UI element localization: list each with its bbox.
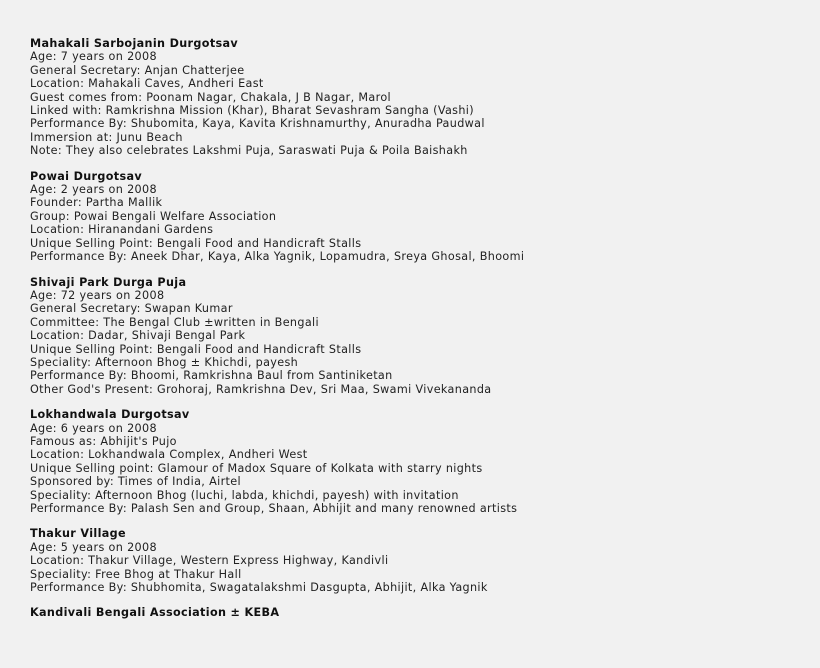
detail-line: Founder: Partha Mallik bbox=[30, 196, 163, 210]
detail-line: Performance By: Bhoomi, Ramkrishna Baul from Santiniketan bbox=[30, 369, 393, 383]
section-title: Powai Durgotsav bbox=[30, 169, 143, 183]
detail-line: Linked with: Ramkrishna Mission (Khar), Bharat Sevashram Sangha (Vashi) bbox=[30, 104, 474, 118]
detail-line: Other God's Present: Grohoraj, Ramkrishna Dev, Sri Maa, Swami Vivekananda bbox=[30, 382, 492, 396]
section-mahakali bbox=[30, 37, 810, 158]
detail-line: Performance By: Shubomita, Kaya, Kavita Krishnamurthy, Anuradha Paudwal bbox=[30, 117, 485, 131]
detail-line: Unique Selling point: Glamour of Madox Square of Kolkata with starry nights bbox=[30, 461, 483, 475]
detail-line: Location: Mahakali Caves, Andheri East bbox=[30, 77, 264, 91]
section-kandivali bbox=[30, 606, 810, 619]
section-title: Kandivali Bengali Association ± KEBA bbox=[30, 606, 280, 620]
detail-line: Committee: The Bengal Club ±written in Bengali bbox=[30, 315, 319, 329]
detail-line: Location: Lokhandwala Complex, Andheri West bbox=[30, 448, 308, 462]
document-body bbox=[30, 37, 810, 632]
section-title: Thakur Village bbox=[30, 527, 126, 541]
detail-line: Unique Selling Point: Bengali Food and Handicraft Stalls bbox=[30, 236, 362, 250]
section-title: Mahakali Sarbojanin Durgotsav bbox=[30, 37, 239, 50]
section-lokhandwala bbox=[30, 408, 810, 515]
detail-line: Location: Dadar, Shivaji Bengal Park bbox=[30, 329, 246, 343]
detail-line: General Secretary: Swapan Kumar bbox=[30, 302, 233, 316]
detail-line: Age: 5 years on 2008 bbox=[30, 540, 157, 554]
section-powai bbox=[30, 170, 810, 264]
detail-line: Sponsored by: Times of India, Airtel bbox=[30, 475, 241, 489]
detail-line: Age: 72 years on 2008 bbox=[30, 288, 165, 302]
detail-line: Speciality: Free Bhog at Thakur Hall bbox=[30, 567, 242, 581]
detail-line: Age: 6 years on 2008 bbox=[30, 421, 157, 435]
detail-line: Group: Powai Bengali Welfare Association bbox=[30, 209, 277, 223]
detail-line: Location: Hiranandani Gardens bbox=[30, 223, 214, 237]
section-title: Lokhandwala Durgotsav bbox=[30, 408, 190, 422]
detail-line: Speciality: Afternoon Bhog (luchi, labda, khichdi, payesh) with invitation bbox=[30, 488, 459, 502]
detail-line: Immersion at: Junu Beach bbox=[30, 130, 183, 144]
section-title: Shivaji Park Durga Puja bbox=[30, 275, 187, 289]
detail-line: Performance By: Aneek Dhar, Kaya, Alka Yagnik, Lopamudra, Sreya Ghosal, Bhoomi bbox=[30, 250, 525, 264]
detail-line: Age: 2 years on 2008 bbox=[30, 183, 157, 197]
detail-line: Performance By: Shubhomita, Swagatalakshmi Dasgupta, Abhijit, Alka Yagnik bbox=[30, 581, 488, 595]
detail-line: General Secretary: Anjan Chatterjee bbox=[30, 63, 245, 77]
section-shivaji-park bbox=[30, 276, 810, 397]
detail-line: Age: 7 years on 2008 bbox=[30, 50, 157, 64]
detail-line: Guest comes from: Poonam Nagar, Chakala, J B Nagar, Marol bbox=[30, 90, 391, 104]
detail-line: Speciality: Afternoon Bhog ± Khichdi, payesh bbox=[30, 355, 299, 369]
detail-line: Location: Thakur Village, Western Express Highway, Kandivli bbox=[30, 554, 389, 568]
detail-line: Unique Selling Point: Bengali Food and Handicraft Stalls bbox=[30, 342, 362, 356]
section-thakur-village bbox=[30, 527, 810, 594]
detail-line: Note: They also celebrates Lakshmi Puja, Saraswati Puja & Poila Baishakh bbox=[30, 144, 468, 158]
detail-line: Performance By: Palash Sen and Group, Shaan, Abhijit and many renowned artists bbox=[30, 502, 518, 515]
detail-line: Famous as: Abhijit's Pujo bbox=[30, 434, 177, 448]
